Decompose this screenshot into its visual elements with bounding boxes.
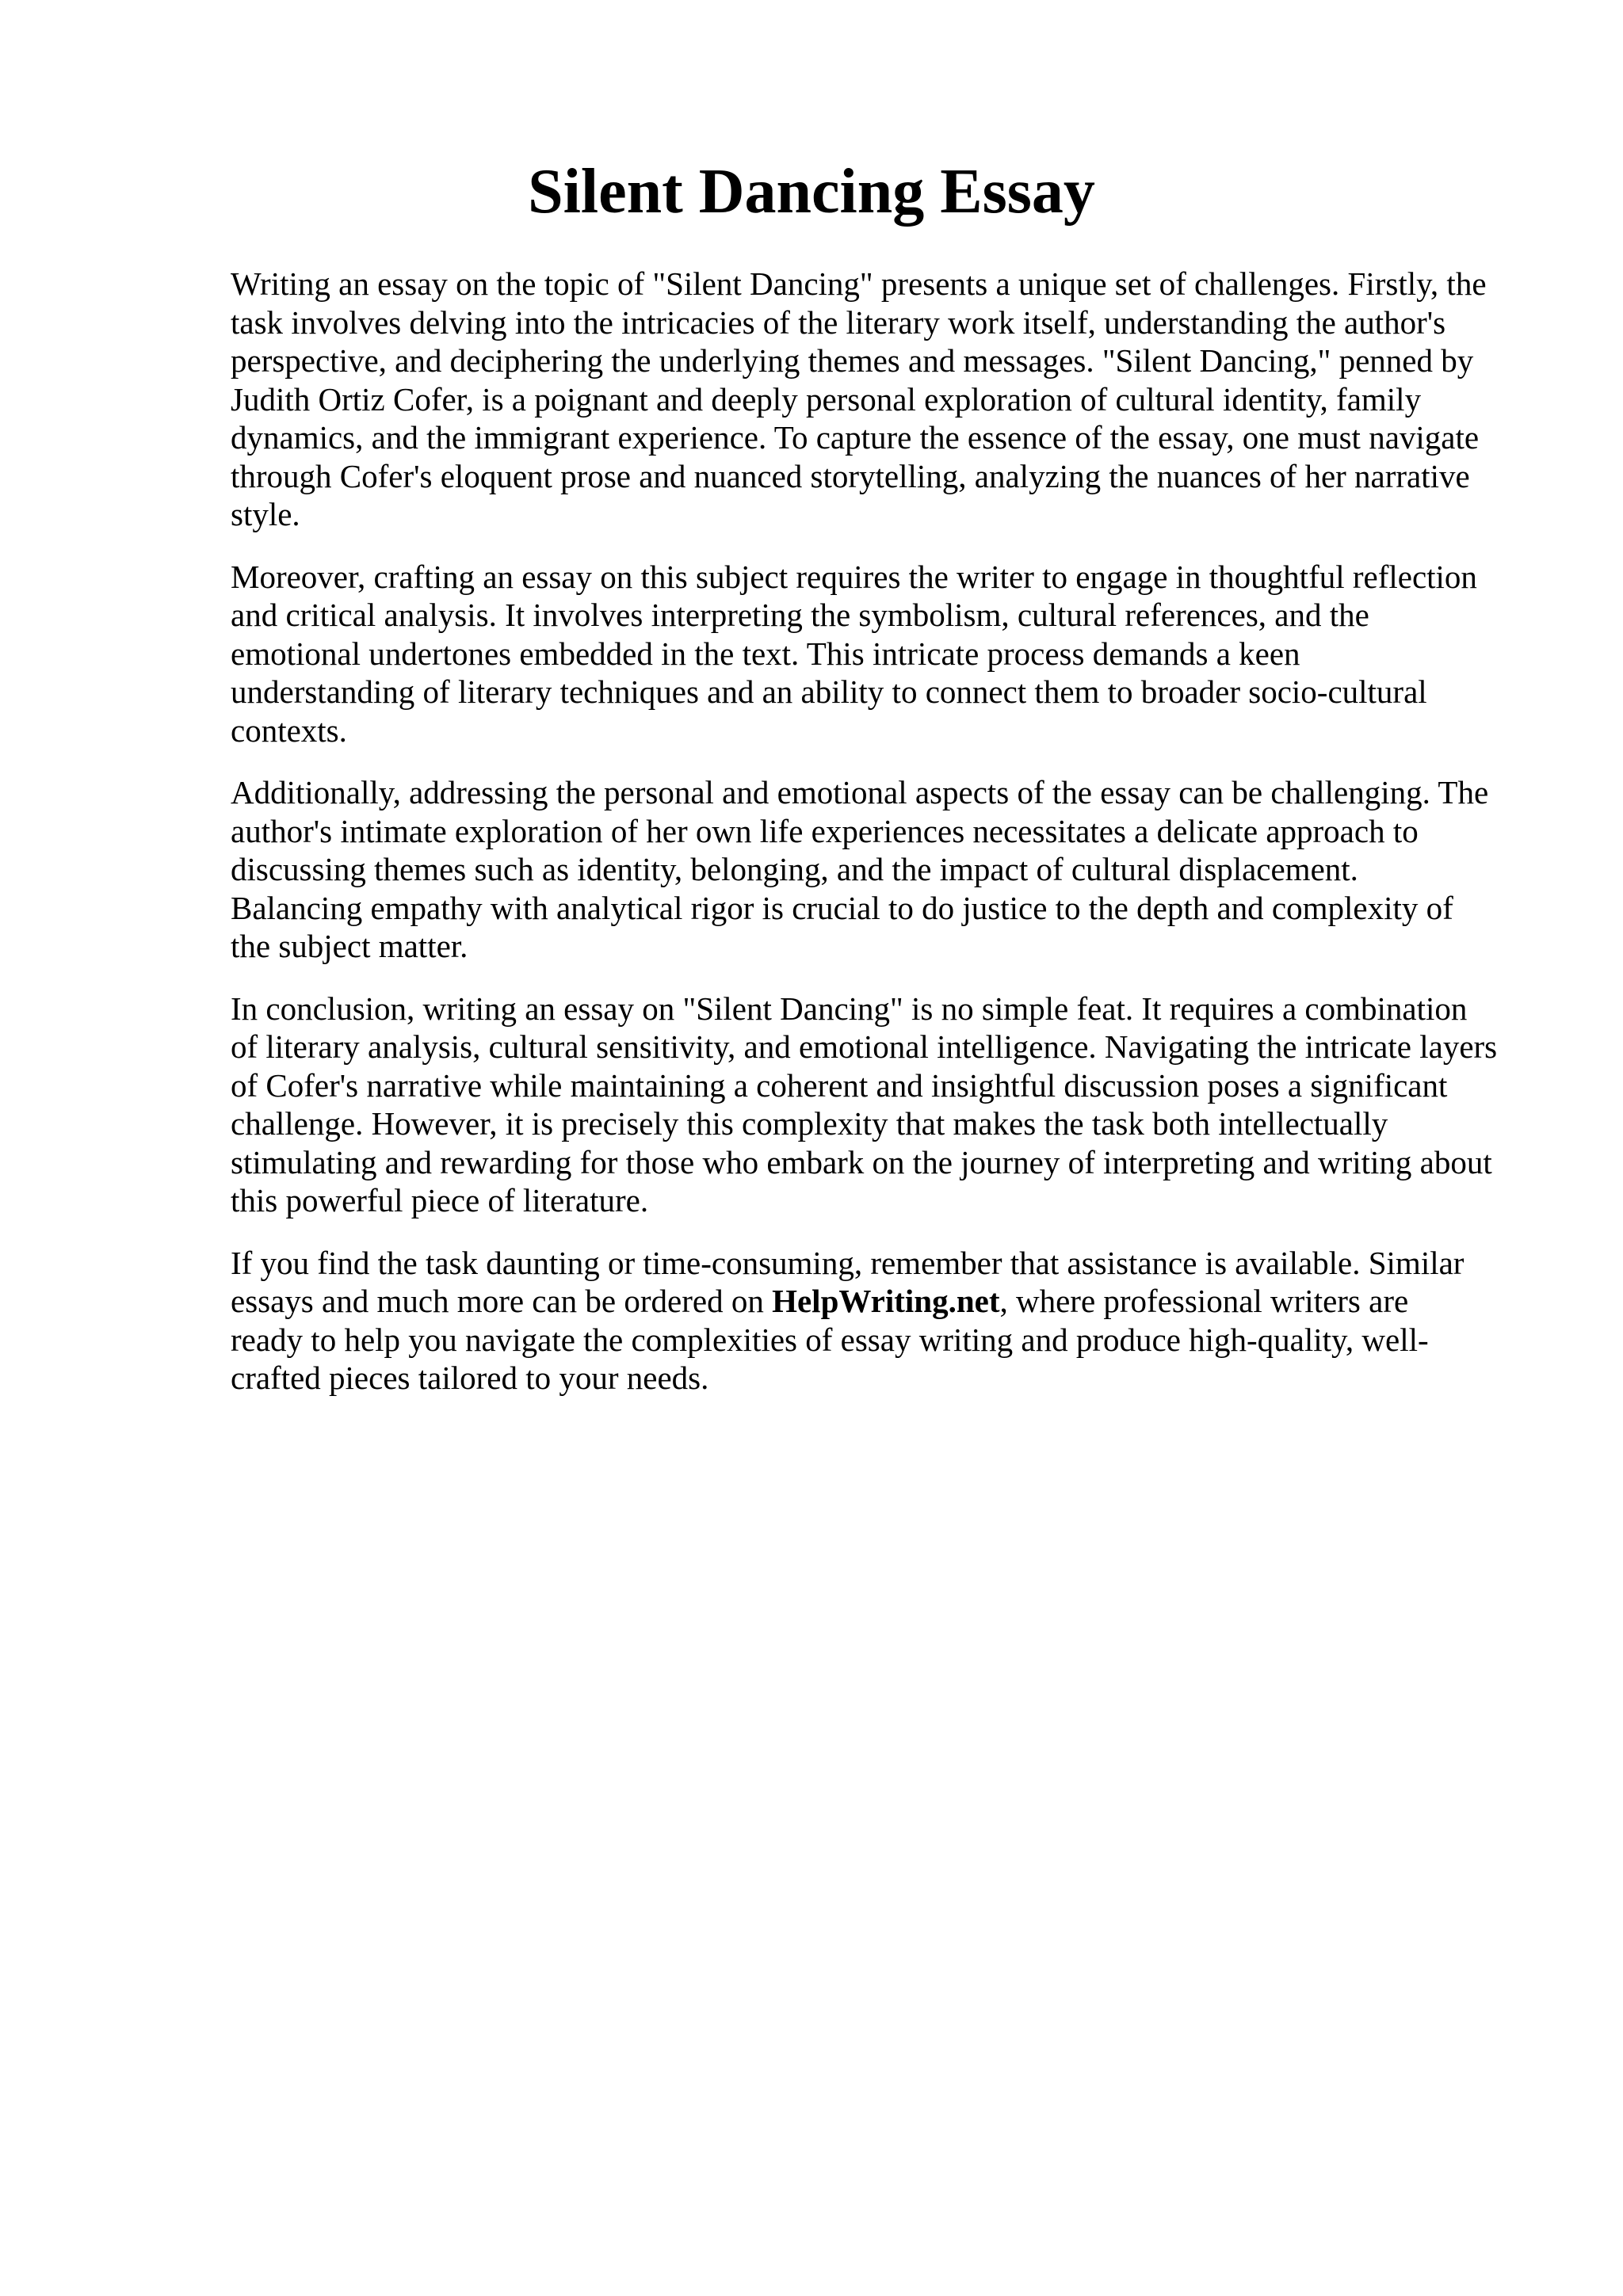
text-line: crafted pieces tailored to your needs. (231, 1360, 709, 1396)
text-line: Balancing empathy with analytical rigor is crucial to do justice to the depth and complexity of (231, 889, 1453, 926)
paragraph-1 (231, 265, 1514, 534)
text-line: Judith Ortiz Cofer, is a poignant and deeply personal exploration of cultural identity, family (231, 380, 1422, 418)
text-segment: , where professional writers are (999, 1283, 1409, 1319)
text-line: dynamics, and the immigrant experience. To capture the essence of the essay, one must navigate (231, 419, 1480, 456)
text-line-with-link (231, 1282, 1514, 1321)
text-line: emotional undertones embedded in the text. This intricate process demands a keen (231, 635, 1300, 672)
paragraph-5 (231, 1244, 1514, 1398)
text-line: style. (231, 496, 300, 532)
text-segment: essays and much more can be ordered on (231, 1283, 773, 1319)
text-line: understanding of literary techniques and an ability to connect them to broader socio-cultural (231, 673, 1427, 710)
text-line: discussing themes such as identity, belonging, and the impact of cultural displacement. (231, 851, 1358, 887)
text-line: contexts. (231, 711, 347, 749)
text-line: stimulating and rewarding for those who embark on the journey of interpreting and writing about (231, 1143, 1492, 1180)
helpwriting-link[interactable]: HelpWriting.net (772, 1283, 1000, 1319)
text-line: Moreover, crafting an essay on this subject requires the writer to engage in thoughtful reflection (231, 558, 1477, 595)
text-line: of literary analysis, cultural sensitivity, and emotional intelligence. Navigating the intricate layers (231, 1028, 1498, 1065)
text-line: Writing an essay on the topic of "Silent Dancing" presents a unique set of challenges. Firstly, the (231, 265, 1487, 302)
text-line: task involves delving into the intricacies of the literary work itself, understanding the author's (231, 303, 1446, 341)
text-line: Additionally, addressing the personal and emotional aspects of the essay can be challenging. The (231, 774, 1489, 810)
text-line: author's intimate exploration of her own life experiences necessitates a delicate approach to (231, 812, 1419, 849)
text-line: and critical analysis. It involves interpreting the symbolism, cultural references, and the (231, 597, 1369, 633)
text-line: perspective, and deciphering the underlying themes and messages. "Silent Dancing," penned by (231, 342, 1474, 379)
text-line: ready to help you navigate the complexities of essay writing and produce high-quality, well- (231, 1321, 1429, 1358)
text-line: the subject matter. (231, 928, 468, 964)
paragraph-3 (231, 773, 1514, 966)
paragraph-2 (231, 558, 1514, 750)
text-line: of Cofer's narrative while maintaining a coherent and insightful discussion poses a significant (231, 1066, 1448, 1104)
page-title: Silent Dancing Essay (528, 157, 1095, 227)
text-line: this powerful piece of literature. (231, 1182, 649, 1219)
text-line: challenge. However, it is precisely this complexity that makes the task both intellectually (231, 1105, 1388, 1142)
text-line: through Cofer's eloquent prose and nuanced storytelling, analyzing the nuances of her narrative (231, 457, 1470, 494)
essay-body (231, 265, 1514, 1421)
text-line: If you find the task daunting or time-consuming, remember that assistance is available. Similar (231, 1244, 1465, 1281)
text-line: In conclusion, writing an essay on "Silent Dancing" is no simple feat. It requires a combination (231, 990, 1468, 1027)
paragraph-4 (231, 990, 1514, 1220)
